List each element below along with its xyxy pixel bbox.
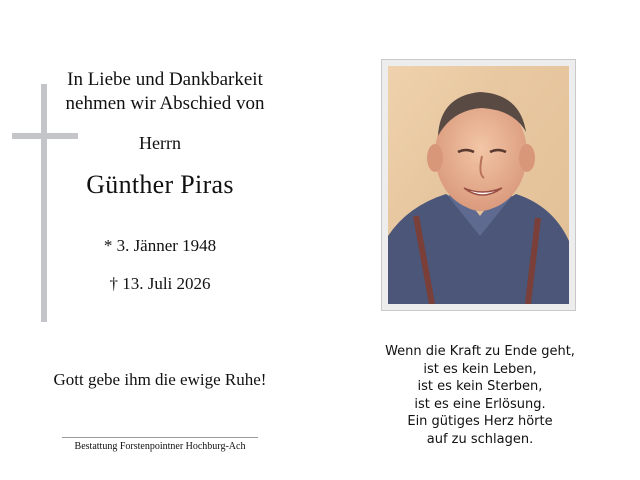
quote-line: Ein gütiges Herz hörte: [407, 414, 553, 429]
quote-line: ist es kein Leben,: [423, 361, 537, 377]
blessing-text: Gott gebe ihm die ewige Ruhe!: [53, 370, 267, 389]
intro-line-1: In Liebe und Dankbarkeit: [67, 69, 263, 90]
quote-line: ist es eine Erlösung.: [414, 396, 546, 412]
memorial-quote: [370, 343, 590, 448]
quote-line: auf zu schlagen.: [426, 431, 534, 447]
funeral-home-credit: Bestattung Forstenpointner Hochburg-Ach: [74, 441, 246, 452]
portrait-photo: [388, 66, 569, 304]
quote-line: ist es kein Sterben,: [417, 379, 543, 394]
intro-text: [30, 68, 300, 116]
divider-line: [62, 437, 258, 438]
birth-date: * 3. Jänner 1948: [103, 236, 217, 255]
death-date: † 13. Juli 2026: [109, 274, 211, 293]
salutation: Herrn: [139, 133, 181, 153]
portrait-illustration: [388, 66, 569, 304]
quote-line: Wenn die Kraft zu Ende geht,: [385, 344, 575, 359]
deceased-name: Günther Piras: [86, 170, 234, 199]
intro-line-2: nehmen wir Abschied von: [65, 93, 265, 114]
